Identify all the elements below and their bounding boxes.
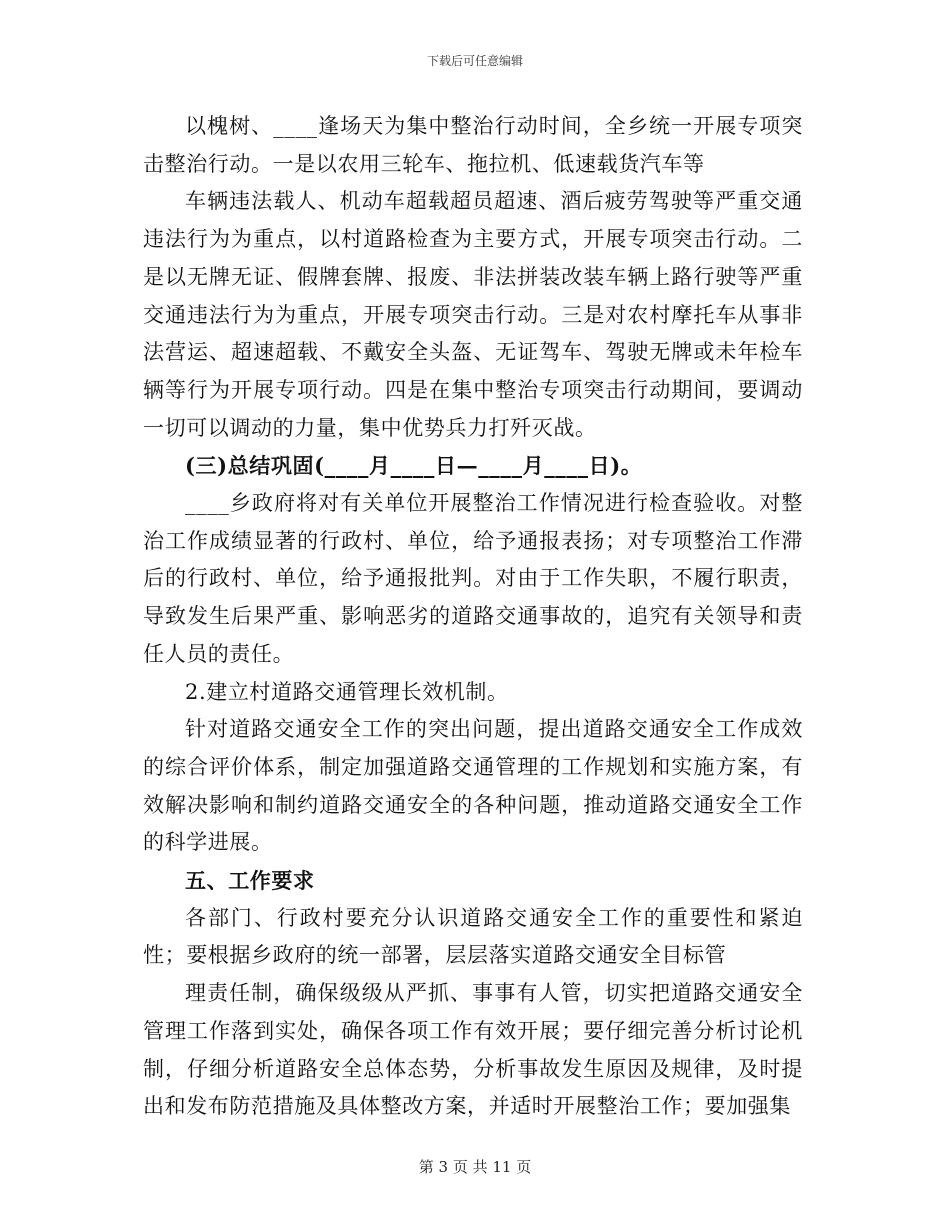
section-heading-work-requirements: 五、工作要求 bbox=[185, 868, 315, 894]
paragraph-6: 理责任制，确保级级从严抓、事事有人管，切实把道路交通安全管理工作落到实处，确保各项工作有效开展；要仔细完善分析讨论机制，仔细分析道路安全总体态势，分析事故发生原因及规律，及时提出和发布防范措施及具体整改方案，并适时开展整治工作；要加强集 bbox=[143, 981, 803, 1119]
paragraph-4: 针对道路交通安全工作的突出问题，提出道路交通安全工作成效的综合评价体系，制定加强道路交通管理的工作规划和实施方案，有效解决影响和制约道路交通安全的各种问题，推动道路交通安全工作的科学进展。 bbox=[143, 717, 803, 855]
page-footer: 第 3 页 共 11 页 bbox=[418, 1158, 532, 1176]
paragraph-2: 车辆违法载人、机动车超载超员超速、酒后疲劳驾驶等严重交通违法行为为重点，以村道路检查为主要方式，开展专项突击行动。二是以无牌无证、假牌套牌、报废、非法拼装改装车辆上路行驶等严重交通违法行为为重点，开展专项突击行动。三是对农村摩托车从事非法营运、超速超载、不戴安全头盔、无证驾车、驾驶无牌或未年检车辆等行为开展专项行动。四是在集中整治专项突击行动期间，要调动一切可以调动的力量，集中优势兵力打歼灭战。 bbox=[143, 189, 803, 440]
section-heading-summary: (三)总结巩固(____月____日—____月____日)。 bbox=[185, 453, 643, 479]
document-body bbox=[143, 108, 803, 1126]
paragraph-1: 以槐树、____逢场天为集中整治行动时间，全乡统一开展专项突击整治行动。一是以农用三轮车、拖拉机、低速载货汽车等 bbox=[143, 114, 803, 176]
subheading-long-term-mechanism: 2.建立村道路交通管理长效机制。 bbox=[185, 679, 509, 704]
paragraph-5: 各部门、行政村要充分认识道路交通安全工作的重要性和紧迫性；要根据乡政府的统一部署，层层落实道路交通安全目标管 bbox=[143, 905, 803, 968]
paragraph-3: ____乡政府将对有关单位开展整治工作情况进行检查验收。对整治工作成绩显著的行政村、单位，给予通报表扬；对专项整治工作滞后的行政村、单位，给予通报批判。对由于工作失职，不履行职责，导致发生后果严重、影响恶劣的道路交通事故的，追究有关领导和责任人员的责任。 bbox=[143, 491, 803, 666]
page-header: 下载后可任意编辑 bbox=[426, 54, 523, 68]
